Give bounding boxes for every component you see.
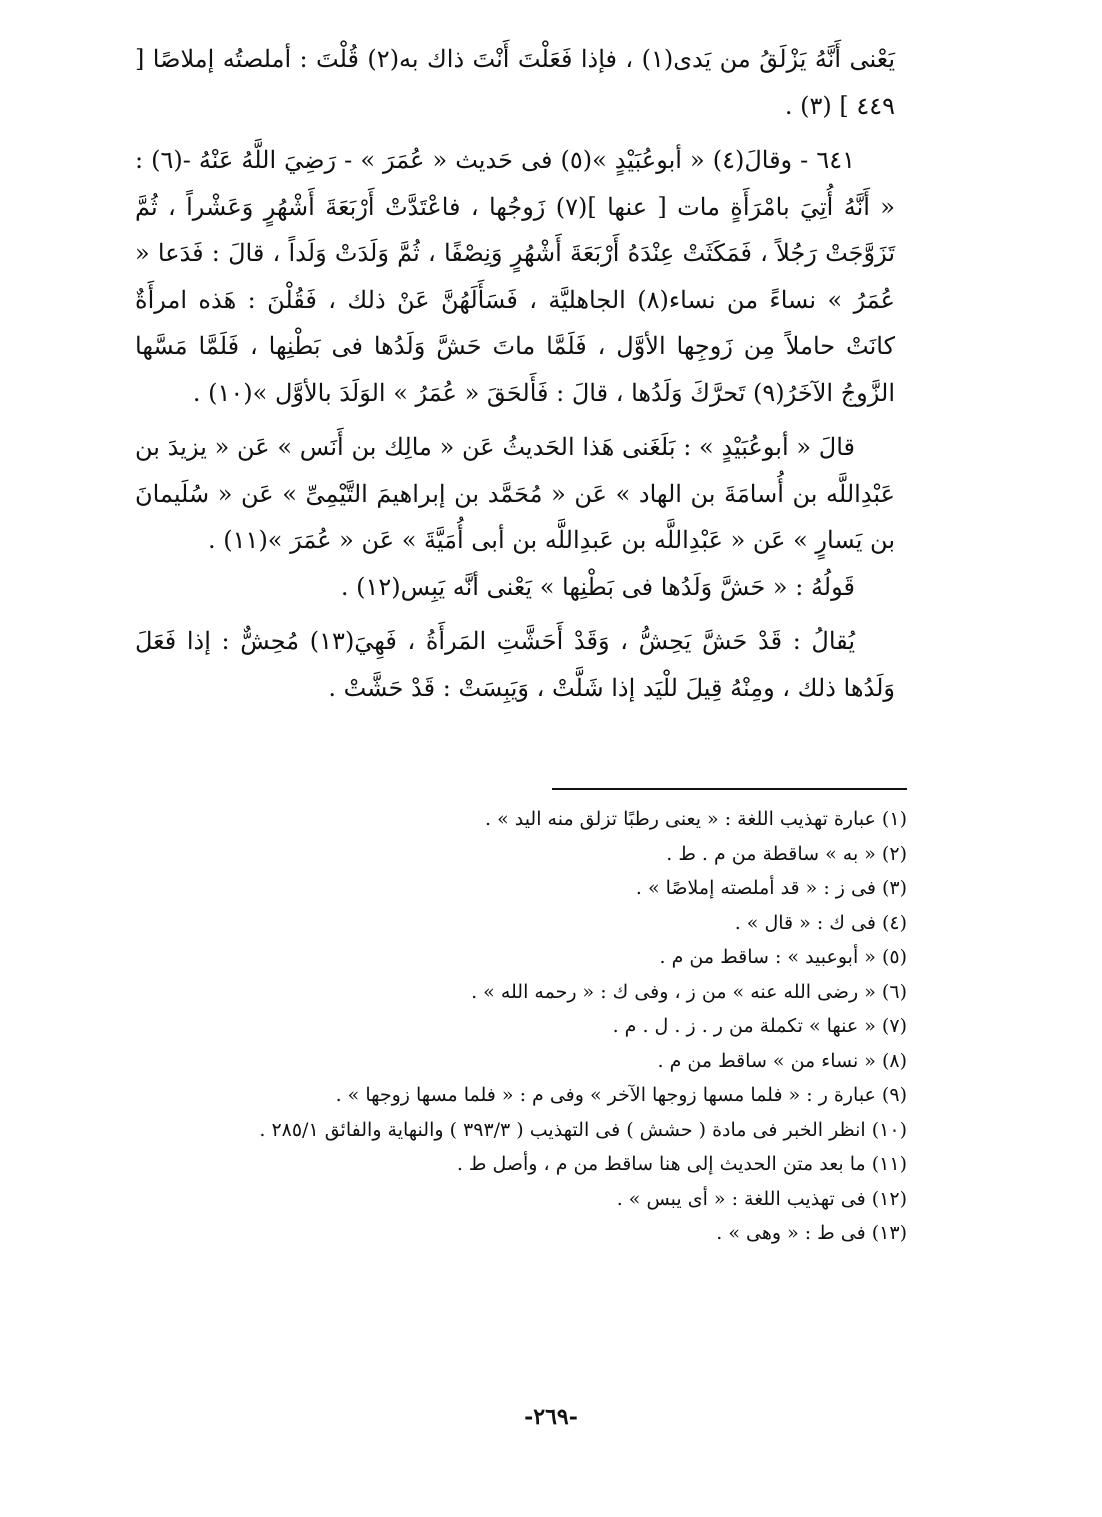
page-number: -٢٦٩- <box>524 1404 578 1430</box>
footnote-item: (٧) « عنها » تكملة من ر . ز . ل . م . <box>612 1015 907 1037</box>
footnote-item: (١٢) فى تهذيب اللغة : « أى يبس » . <box>616 1187 907 1210</box>
footnote-item: (٦) « رضى الله عنه » من ز ، وفى ك : « رحمه الله » . <box>471 980 907 1003</box>
footnote-item: (١٣) فى ط : « وهى » . <box>716 1222 907 1244</box>
footnotes-list <box>147 802 907 1251</box>
paragraph-continuation: يَعْنى أَنَّهُ يَزْلَقُ من يَدى(١) ، فإذا فَعَلْتَ أَنْتَ ذاك به(٢) قُلْتَ : أملصتُه إملاصًا [ ٤٤٩ ] (٣) . <box>135 45 895 120</box>
main-text <box>135 36 895 711</box>
paragraph-hadith-641: ٦٤١ - وقالَ(٤) « أبوعُبَيْدٍ »(٥) فى حَديث « عُمَرَ » - رَضِيَ اللَّهُ عَنْهُ -(٦) : « أَنَّهُ أُتِيَ بامْرَأَةٍ مات [ عنها ](٧) زَوجُها ، فاعْتَدَّتْ أَرْبَعَةَ أَشْهُرٍ وَعَشْراً ، ثُمَّ تَزَوَّجَتْ رَجُلاً ، فَمَكَثَتْ عِنْدَهُ أَرْبَعَةَ أَشْهُرٍ وَنِصْفًا ، ثُمَّ وَلَدَتْ وَلَداً ، قالَ : فَدَعا « عُمَرُ » نساءً من نساء(٨) الجاهليَّة ، فَسَأَلَهُنَّ عَنْ ذلك ، فَقُلْنَ : هَذه امرأَةٌ كانَتْ حاملاً مِن زَوجِها الأوَّل ، فَلَمَّا ماتَ حَشَّ وَلَدُها فى بَطْنِها ، فَلَمَّا مَسَّها الزَّوجُ الآخَرُ(٩) تَحرَّكَ وَلَدُها ، قالَ : فَأَلحَقَ « عُمَرُ » الوَلَدَ بالأوَّل »(١٠) . <box>135 146 896 407</box>
footnote-item: (١١) ما بعد متن الحديث إلى هنا ساقط من م ، وأصل ط . <box>456 1153 907 1175</box>
footnote-item: (١٠) انظر الخبر فى مادة ( حشش ) فى التهذيب ( ٣٩٣/٣ ) والنهاية والفائق ٢٨٥/١ . <box>259 1118 907 1141</box>
footnote-item: (٨) « نساء من » ساقط من م . <box>657 1049 907 1072</box>
footnote-item: (٤) فى ك : « قال » . <box>734 911 907 934</box>
footnote-item: (٢) « به » ساقطة من م . ط . <box>666 842 907 865</box>
paragraph-lexical-note: يُقالُ : قَدْ حَشَّ يَحِشُّ ، وَقَدْ أَحَشَّتِ المَرأَةُ ، فَهِيَ(١٣) مُحِشٌّ : إذا فَعَلَ وَلَدُها ذلك ، ومِنْهُ قِيلَ للْيَد إذا شَلَّتْ ، وَيَبِسَتْ : قَدْ حَشَّتْ . <box>135 627 895 702</box>
footnote-item: (٩) عبارة ر : « فلما مسها زوجها الآخر » وفى م : « فلما مسها زوجها » . <box>335 1084 907 1106</box>
paragraph-isnad: قالَ « أبوعُبَيْدٍ » : بَلَغَنى هَذا الحَديثُ عَن « مالِك بن أَنَس » عَن « يزيدَ بن عَبْدِاللَّه بن أُسامَةَ بن الهاد » عَن « مُحَمَّد بن إبراهيمَ التَّيْمِىِّ » عَن « سُلَيمانَ بن يَسارٍ » عَن « عَبْدِاللَّه بن عَبدِاللَّه بن أبى أُمَيَّةَ » عَن « عُمَرَ »(١١) . <box>135 433 895 554</box>
footnote-item: (٣) فى ز : « قد أملصته إملاصًا » . <box>635 877 907 899</box>
footnote-item: (٥) « أبوعبيد » : ساقط من م . <box>659 946 907 968</box>
footnote-item: (١) عبارة تهذيب اللغة : « يعنى رطبًا تزلق منه اليد » . <box>484 808 907 830</box>
paragraph-explanation: قَولُهُ : « حَشَّ وَلَدُها فى بَطْنِها » يَعْنى أنَّه يَبِس(١٢) . <box>340 572 855 601</box>
footnote-divider <box>552 788 907 790</box>
